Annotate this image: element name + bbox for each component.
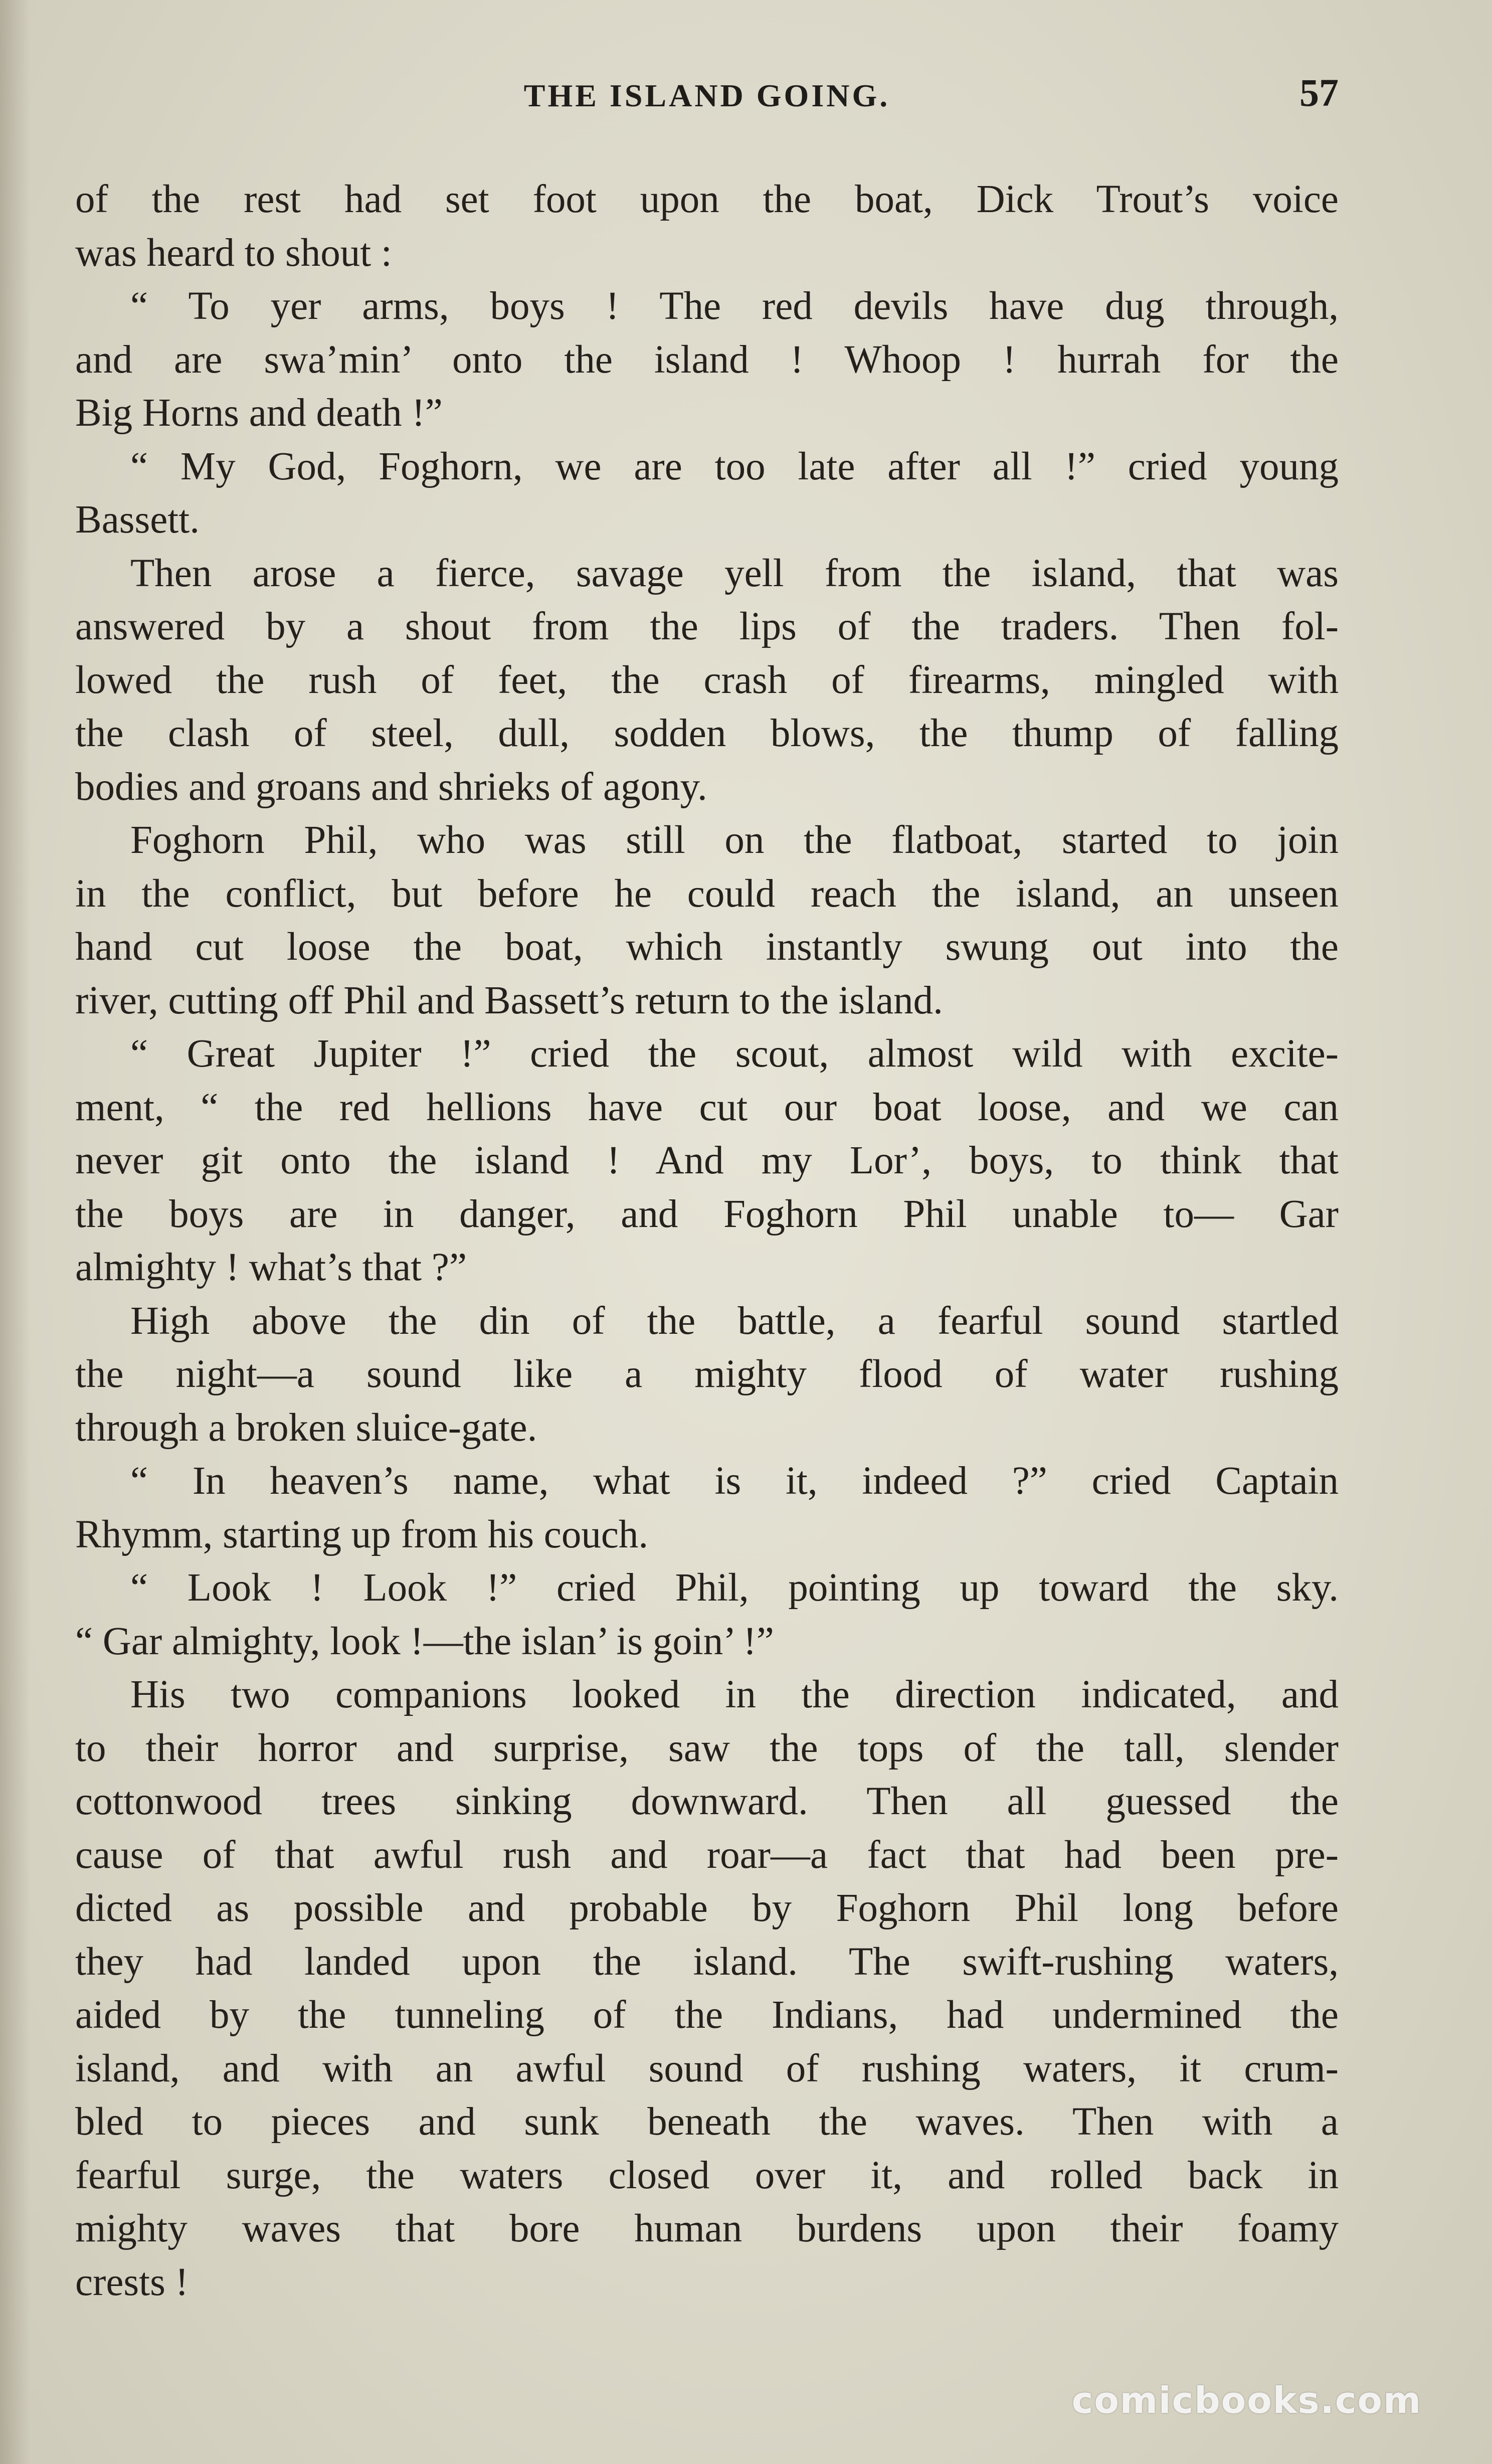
text-line: “ Gar almighty, look !—the islan’ is goin’ !” [75, 1619, 774, 1663]
text-line: Foghorn Phil, who was still on the flatboat, started to join [130, 818, 1339, 862]
text-line: bodies and groans and shrieks of agony. [75, 765, 707, 809]
body-text [75, 173, 1339, 2309]
text-line: hand cut loose the boat, which instantly swung out into the [75, 925, 1339, 969]
text-line: fearful surge, the waters closed over it, and rolled back in [75, 2153, 1339, 2197]
text-line: the boys are in danger, and Foghorn Phil unable to— Gar [75, 1192, 1339, 1236]
text-line: mighty waves that bore human burdens upon their foamy [75, 2207, 1339, 2250]
text-line: His two companions looked in the direction indicated, and [130, 1673, 1339, 1716]
page-number: 57 [1299, 71, 1339, 114]
text-line: “ My God, Foghorn, we are too late after all !” cried young [130, 444, 1339, 488]
text-line: Rhymm, starting up from his couch. [75, 1512, 649, 1556]
text-line: “ In heaven’s name, what is it, indeed ?” cried Captain [130, 1459, 1339, 1503]
text-line: “ Great Jupiter !” cried the scout, almost wild with excite- [130, 1032, 1339, 1076]
text-line: in the conflict, but before he could reach the island, an unseen [75, 871, 1339, 916]
text-line: “ Look ! Look !” cried Phil, pointing up toward the sky. [130, 1566, 1339, 1610]
text-line: crests ! [75, 2260, 189, 2304]
text-line: through a broken sluice-gate. [75, 1405, 537, 1450]
text-line: aided by the tunneling of the Indians, had undermined the [75, 1993, 1339, 2037]
text-line: ment, “ the red hellions have cut our boat loose, and we can [75, 1085, 1339, 1129]
text-line: High above the din of the battle, a fearful sound startled [130, 1299, 1339, 1343]
running-head [75, 71, 1339, 130]
text-line: and are swa’min’ onto the island ! Whoop ! hurrah for the [75, 337, 1339, 382]
text-line: island, and with an awful sound of rushing waters, it crum- [75, 2046, 1339, 2090]
text-line: Big Horns and death !” [75, 391, 443, 435]
text-line: to their horror and surprise, saw the tops of the tall, slender [75, 1726, 1339, 1770]
text-line: dicted as possible and probable by Foghorn Phil long before [75, 1886, 1339, 1930]
spine-shadow [0, 0, 30, 2464]
watermark: comicbooks.com [1071, 2379, 1422, 2421]
text-line: river, cutting off Phil and Bassett’s return to the island. [75, 978, 943, 1022]
text-line: was heard to shout : [75, 231, 392, 275]
text-line: almighty ! what’s that ?” [75, 1246, 467, 1289]
text-line: cause of that awful rush and roar—a fact that had been pre- [75, 1833, 1339, 1877]
running-title: THE ISLAND GOING. [523, 78, 890, 113]
text-line: they had landed upon the island. The swift-rushing waters, [75, 1940, 1339, 1984]
text-line: never git onto the island ! And my Lor’, boys, to think that [75, 1139, 1339, 1182]
text-line: bled to pieces and sunk beneath the waves. Then with a [75, 2100, 1339, 2144]
text-line: the clash of steel, dull, sodden blows, the thump of falling [75, 712, 1339, 755]
text-line: answered by a shout from the lips of the traders. Then fol- [75, 605, 1339, 648]
text-line: the night—a sound like a mighty flood of water rushing [75, 1352, 1339, 1396]
text-line: cottonwood trees sinking downward. Then all guessed the [75, 1780, 1339, 1823]
text-line: “ To yer arms, boys ! The red devils have dug through, [130, 284, 1339, 328]
text-line: lowed the rush of feet, the crash of firearms, mingled with [75, 658, 1339, 702]
text-line: Bassett. [75, 498, 200, 542]
text-line: of the rest had set foot upon the boat, Dick Trout’s voice [75, 178, 1339, 221]
text-line: Then arose a fierce, savage yell from the island, that was [130, 551, 1339, 595]
